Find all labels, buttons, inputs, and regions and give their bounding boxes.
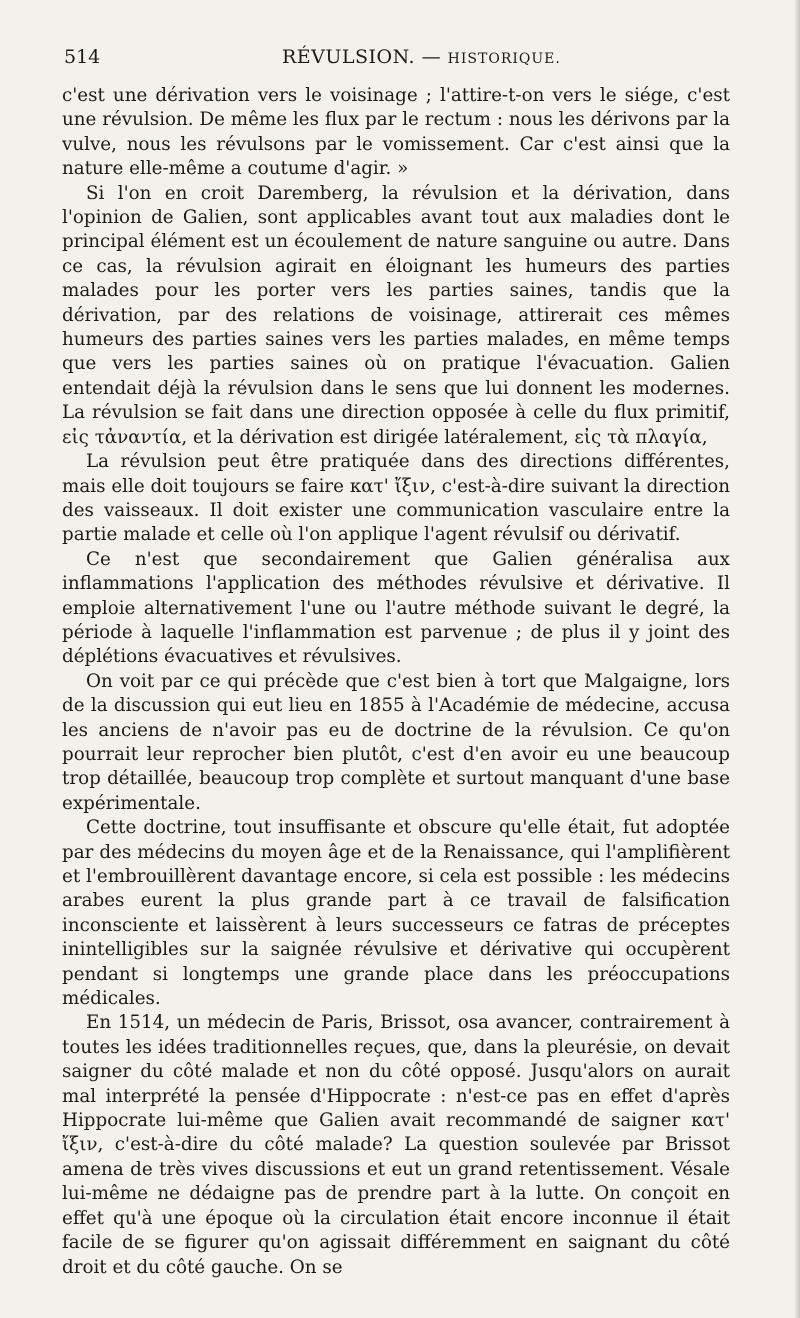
paragraph: Cette doctrine, tout insuffisante et obscure qu'elle était, fut adoptée par des médecins du moyen âge et de la Renaissance, qui l'amplifièrent et l'embrouillèrent davantage encore, si cela est possible : les médecins arabes eurent la plus grande part à ce travail de falsification inconsciente et laissèrent à leurs successeurs ce fatras de préceptes inintelligibles sur la saignée révulsive et dérivative qui occupèrent pendant si longtemps une grande place dans les préoccupations médicales. (62, 817, 730, 1010)
page-edge-shadow (794, 0, 800, 1318)
paragraph: En 1514, un médecin de Paris, Brissot, osa avancer, contrairement à toutes les idées traditionnelles reçues, que, dans la pleurésie, on devait saigner du côté malade et non du côté opposé. Jusqu'alors on aurait mal interprété la pensée d'Hippocrate : n'est-ce pas en effet d'après Hippocrate lui-même que Galien avait recommandé de saigner κατ' ἴξιν, c'est-à-dire du côté malade? La question soulevée par Brissot amena de très vives discussions et eut un grand retentissement. Vésale lui-même ne dédaigne pas de prendre part à la lutte. On conçoit en effet qu'à une époque où la circulation était encore inconnue il était facile de se figurer qu'on agissait différemment en saignant du côté droit et du côté gauche. On se (62, 1012, 730, 1278)
paragraph: On voit par ce qui précède que c'est bien à tort que Malgaigne, lors de la discussion qui eut lieu en 1855 à l'Académie de médecine, accusa les anciens de n'avoir pas eu de doctrine de la révulsion. Ce qu'on pourrait leur reprocher bien plutôt, c'est d'en avoir eu une beaucoup trop détaillée, beaucoup trop complète et surtout manquant d'une base expérimentale. (62, 670, 730, 814)
running-title-main: RÉVULSION. (282, 46, 416, 68)
paragraph: Ce n'est que secondairement que Galien généralisa aux inflammations l'application des méthodes révulsive et dérivative. Il emploie alternativement l'une ou l'autre méthode suivant le degré, la période à laquelle l'inflammation est parvenue ; de plus il y joint des déplétions évacuatives et révulsives. (62, 548, 730, 668)
paragraph: La révulsion peut être pratiquée dans des directions différentes, mais elle doit toujours se faire κατ' ἴξιν, c'est-à-dire suivant la direction des vaisseaux. Il doit exister une communication vasculaire entre la partie malade et celle où l'on applique l'agent révulsif ou dérivatif. (62, 451, 730, 546)
paragraph: c'est une dérivation vers le voisinage ; l'attire-t-on vers le siége, c'est une révulsion. De même les flux par le rectum : nous les dérivons par la vulve, nous les révulsons par le vomissement. Car c'est ainsi que la nature elle-même a coutume d'agir. » (62, 85, 730, 180)
running-title-separator: — (415, 46, 448, 68)
running-title-subtitle: HISTORIQUE. (447, 51, 561, 67)
paragraph: Si l'on en croit Daremberg, la révulsion et la dérivation, dans l'opinion de Galien, sont applicables avant tout aux maladies dont le principal élément est un écoulement de nature sanguine ou autre. Dans ce cas, la révulsion agirait en éloignant les humeurs des parties malades pour les porter vers les parties saines, tandis que la dérivation, par des relations de voisinage, attirerait ces mêmes humeurs des parties saines vers les parties malades, en même temps que vers les parties saines où on pratique l'évacuation. Galien entendait déjà la révulsion dans le sens que lui donnent les modernes. La révulsion se fait dans une direction opposée à celle du flux primitif, εἰς τἀναντία, et la dérivation est dirigée latéralement, εἰς τὰ πλαγία, (62, 182, 730, 448)
running-title (282, 46, 561, 68)
body-text (62, 84, 730, 1280)
page-number: 514 (64, 46, 101, 68)
running-header (62, 46, 730, 78)
